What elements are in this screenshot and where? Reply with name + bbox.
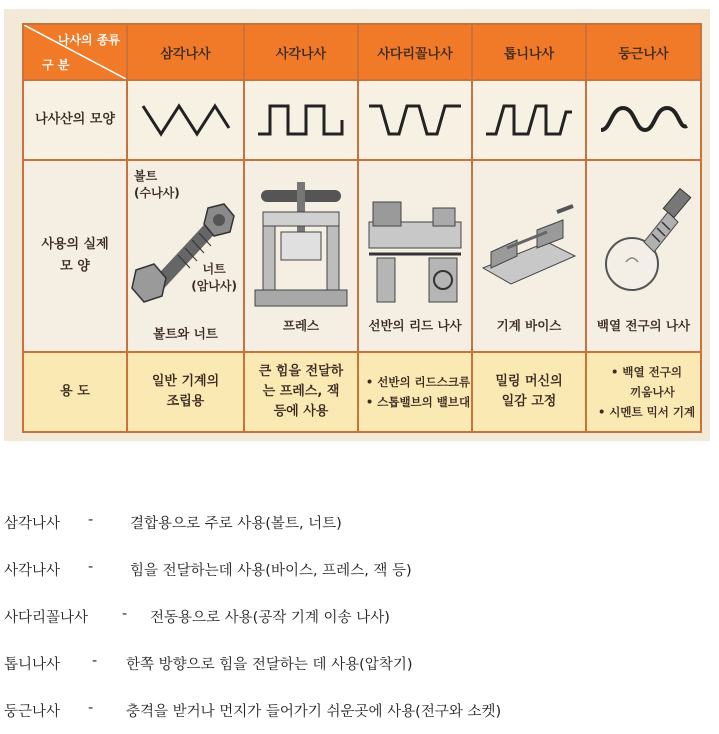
lathe-icon <box>363 172 467 312</box>
note-dash: - <box>88 512 94 528</box>
caption-press: 프레스 <box>282 318 320 333</box>
note-text: 힘을 전달하는데 사용(바이스, 프레스, 잭 등) <box>130 563 412 579</box>
row-label-actual <box>23 160 127 352</box>
thread-shape-row <box>23 80 701 160</box>
nut-label: 너트 <box>202 261 226 276</box>
caption-bolt-nut: 볼트와 너트 <box>153 325 218 341</box>
photo-cell-vise <box>472 160 586 352</box>
note-thread-name: 삼각나사 <box>4 516 61 532</box>
column-header-trapezoidal: 사다리꼴나사 <box>358 24 472 80</box>
triangular-profile-icon <box>141 100 231 140</box>
caption-bulb: 백열 전구의 나사 <box>596 318 691 333</box>
note-text: 결합용으로 주로 사용(볼트, 너트) <box>130 516 342 532</box>
note-dash: - <box>92 653 98 669</box>
column-header-buttress: 톱니나사 <box>472 24 586 80</box>
photo-cell-bulb <box>586 160 701 352</box>
note-text: 한쪽 방향으로 힘을 전달하는 데 사용(압착기) <box>126 657 413 673</box>
note-thread-name: 사다리꼴나사 <box>4 610 89 626</box>
use-cell-round <box>586 352 701 432</box>
nut-sub-label: (암나사) <box>191 278 237 293</box>
use-cell-buttress <box>472 352 586 432</box>
use-text-line: • 스톱밸브의 밸브대 <box>365 395 471 409</box>
shape-cell-round <box>586 80 701 160</box>
vise-icon <box>477 172 581 312</box>
corner-bottom-label: 구 분 <box>42 58 70 72</box>
note-line <box>4 653 413 674</box>
note-line <box>4 606 390 627</box>
use-text-line: • 선반의 리드스크류 <box>365 375 471 389</box>
shape-cell-square <box>244 80 358 160</box>
use-text-line: 는 프레스, 잭 <box>262 384 340 399</box>
use-text-line: 밀링 머신의 <box>495 374 563 389</box>
square-profile-icon <box>256 100 346 140</box>
note-thread-name: 톱니나사 <box>4 657 61 673</box>
thread-table-scan <box>4 9 710 441</box>
use-text-line: • 시멘트 믹서 기계 <box>597 405 696 419</box>
use-text-line: 일감 고정 <box>501 394 557 409</box>
bolt-sub-label: (수나사) <box>134 185 180 200</box>
use-text-line: 등에 사용 <box>273 404 329 419</box>
photo-cell-press <box>244 160 358 352</box>
shape-cell-trapezoidal <box>358 80 472 160</box>
note-line <box>4 700 502 721</box>
note-text: 충격을 받거나 먼지가 들어가기 쉬운곳에 사용(전구와 소켓) <box>126 704 502 720</box>
note-thread-name: 사각나사 <box>4 563 61 579</box>
shape-cell-buttress <box>472 80 586 160</box>
thread-type-table <box>22 23 702 433</box>
row-label-actual-line2: 모 양 <box>60 259 90 274</box>
shape-cell-triangular <box>127 80 244 160</box>
column-header-triangular: 삼각나사 <box>127 24 244 80</box>
trapezoidal-profile-icon <box>367 100 463 140</box>
row-label-shape: 나사산의 모양 <box>23 80 127 160</box>
row-label-use: 용 도 <box>23 352 127 432</box>
use-text-line: • 백열 전구의 <box>611 365 682 379</box>
use-cell-triangular <box>127 352 244 432</box>
round-profile-icon <box>599 100 689 140</box>
use-cell-trapezoidal <box>358 352 472 432</box>
use-text-line: 끼움나사 <box>630 385 675 399</box>
use-cell-square <box>244 352 358 432</box>
bolt-label: 볼트 <box>134 168 158 183</box>
caption-vise: 기계 바이스 <box>496 318 562 333</box>
note-dash: - <box>88 700 94 716</box>
table-corner-header <box>23 24 127 80</box>
usage-row <box>23 352 701 432</box>
bolt-nut-illustration <box>128 165 243 320</box>
caption-lathe: 선반의 리드 나사 <box>368 318 462 333</box>
buttress-profile-icon <box>484 100 574 140</box>
use-text-line: 일반 기계의 <box>151 374 220 389</box>
actual-use-row <box>23 160 701 352</box>
note-line <box>4 559 412 580</box>
note-text: 전동용으로 사용(공작 기계 이송 나사) <box>150 610 390 626</box>
note-dash: - <box>88 559 94 575</box>
use-text-line: 큰 힘을 전달하 <box>258 364 344 379</box>
note-thread-name: 둥근나사 <box>4 704 61 720</box>
light-bulb-icon <box>592 172 696 312</box>
row-label-actual-line1: 사용의 실제 <box>41 237 109 252</box>
use-text-line: 조립용 <box>166 394 205 409</box>
photo-cell-lathe <box>358 160 472 352</box>
press-icon <box>251 172 351 312</box>
photo-cell-bolt-nut <box>127 160 244 352</box>
column-header-round: 둥근나사 <box>586 24 701 80</box>
corner-top-label: 나사의 종류 <box>57 33 120 47</box>
note-dash: - <box>122 606 128 622</box>
column-header-square: 사각나사 <box>244 24 358 80</box>
note-line <box>4 512 342 533</box>
header-row <box>23 24 701 80</box>
